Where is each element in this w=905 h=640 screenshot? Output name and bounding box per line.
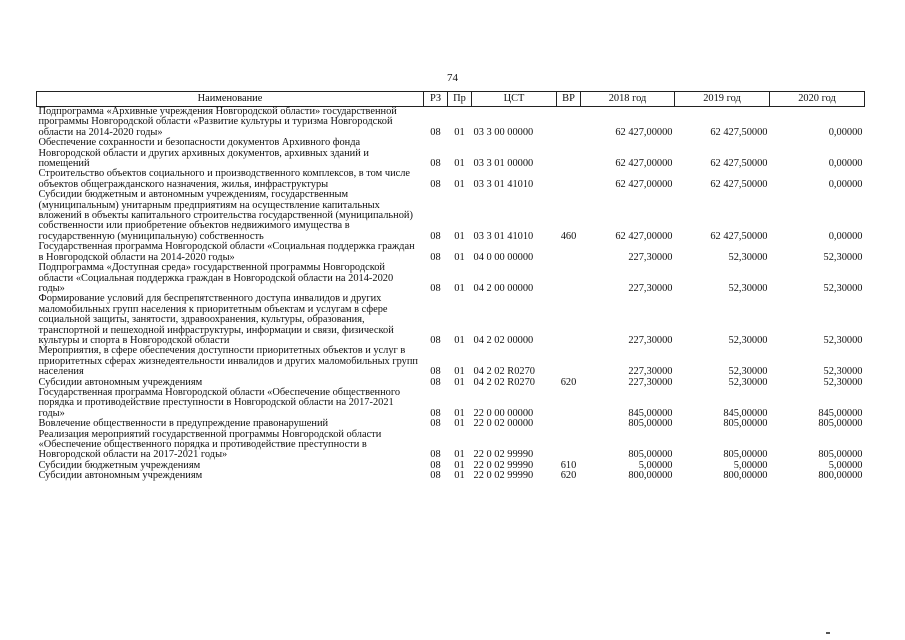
row-cst: 04 2 02 00000: [473, 334, 534, 346]
row-name: Субсидии автономным учреждениям: [38, 470, 203, 482]
row-rz: 08: [430, 470, 441, 482]
row-2020: 0,00000: [828, 230, 863, 242]
row-vr: [557, 388, 581, 419]
row-pr: 01: [454, 470, 465, 482]
row-cst: 22 0 02 99990: [473, 459, 534, 471]
row-2020: 805,00000: [818, 418, 863, 430]
row-pr: 01: [454, 376, 465, 388]
row-2019: 5,00000: [733, 459, 768, 471]
row-2020: 0,00000: [828, 178, 863, 190]
row-pr: 01: [454, 178, 465, 190]
row-name: Вовлечение общественности в предупреждение правонарушений: [38, 418, 329, 430]
row-rz: 08: [430, 376, 441, 388]
row-2018: 62 427,00000: [615, 158, 673, 170]
row-cst: 04 0 00 00000: [473, 251, 534, 263]
row-name: Подпрограмма «Архивные учреждения Новгородской области» государственной программы Новгородской области «Развитие культуры и туризма Новгородской области на 2014-2020 годы»: [38, 106, 397, 138]
header-row: [37, 92, 865, 107]
row-name: Субсидии автономным учреждениям: [38, 376, 203, 388]
table-row: [37, 263, 865, 294]
row-2020: 0,00000: [828, 158, 863, 170]
row-2019: 62 427,50000: [710, 158, 768, 170]
row-name: Строительство объектов социального и производственного комплексов, в том числе объектов общегражданского назначения, жилья, инфраструктуры: [38, 168, 411, 190]
row-pr: 01: [454, 407, 465, 419]
table-row: [37, 430, 865, 461]
row-2018: 227,30000: [628, 282, 673, 294]
row-pr: 01: [454, 459, 465, 471]
row-vr: [557, 242, 581, 263]
row-2019: 52,30000: [728, 366, 768, 378]
table-row: [37, 346, 865, 377]
row-pr: 01: [454, 282, 465, 294]
row-pr: 01: [454, 126, 465, 138]
budget-table: [36, 91, 865, 482]
row-2019: 62 427,50000: [710, 178, 768, 190]
row-cst: 04 2 00 00000: [473, 282, 534, 294]
row-cst: 03 3 01 41010: [473, 230, 534, 242]
row-2018: 62 427,00000: [615, 126, 673, 138]
row-2019: 800,00000: [723, 470, 768, 482]
row-2018: 805,00000: [628, 449, 673, 461]
row-2018: 227,30000: [628, 376, 673, 388]
table-row: [37, 107, 865, 139]
table-row: [37, 388, 865, 419]
row-rz: 08: [430, 407, 441, 419]
col-header-pr: Пр: [448, 92, 472, 107]
row-2019: 805,00000: [723, 449, 768, 461]
row-cst: 22 0 02 99990: [473, 449, 534, 461]
col-header-name: Наименование: [37, 92, 424, 107]
row-pr: 01: [454, 418, 465, 430]
scan-mark: [826, 632, 830, 634]
row-2020: 52,30000: [823, 334, 863, 346]
row-vr: [557, 263, 581, 294]
row-2019: 845,00000: [723, 407, 768, 419]
row-2018: 227,30000: [628, 366, 673, 378]
row-cst: 22 0 00 00000: [473, 407, 534, 419]
row-pr: 01: [454, 230, 465, 242]
table-row: [37, 242, 865, 263]
row-2019: 62 427,50000: [710, 230, 768, 242]
row-name: Реализация мероприятий государственной программы Новгородской области «Обеспечение общественного порядка и противодействие преступности в Новгородской области на 2017-2021 годы»: [38, 428, 382, 461]
row-rz: 08: [430, 251, 441, 263]
row-2020: 52,30000: [823, 251, 863, 263]
row-rz: 08: [430, 334, 441, 346]
row-rz: 08: [430, 230, 441, 242]
row-2020: 800,00000: [818, 470, 863, 482]
row-name: Государственная программа Новгородской области «Социальная поддержка граждан в Новгородской области на 2014-2020 годы»: [38, 241, 415, 263]
row-rz: 08: [430, 282, 441, 294]
col-header-vr: ВР: [557, 92, 581, 107]
row-cst: 03 3 01 41010: [473, 178, 534, 190]
table-row: [37, 471, 865, 481]
row-cst: 04 2 02 R0270: [473, 376, 535, 388]
row-2018: 227,30000: [628, 334, 673, 346]
col-header-rz: РЗ: [424, 92, 448, 107]
row-2019: 52,30000: [728, 282, 768, 294]
row-name: Государственная программа Новгородской области «Обеспечение общественного порядка и противодействие преступности в Новгородской области на 2017-2021 годы»: [38, 386, 401, 419]
row-name: Субсидии бюджетным учреждениям: [38, 459, 201, 471]
col-header-2019: 2019 год: [675, 92, 770, 107]
row-cst: 03 3 00 00000: [473, 126, 534, 138]
row-vr: 460: [560, 230, 577, 242]
row-vr: [557, 294, 581, 346]
row-2020: 52,30000: [823, 282, 863, 294]
row-rz: 08: [430, 158, 441, 170]
row-cst: 04 2 02 R0270: [473, 366, 535, 378]
row-2018: 5,00000: [638, 459, 673, 471]
row-cst: 22 0 02 99990: [473, 470, 534, 482]
row-cst: 22 0 02 00000: [473, 418, 534, 430]
row-2018: 62 427,00000: [615, 178, 673, 190]
row-rz: 08: [430, 459, 441, 471]
row-name: Обеспечение сохранности и безопасности документов Архивного фонда Новгородской области и других архивных документов, архивных зданий и помещений: [38, 137, 369, 170]
row-pr: 01: [454, 449, 465, 461]
table-row: [37, 138, 865, 169]
row-pr: 01: [454, 366, 465, 378]
row-rz: 08: [430, 418, 441, 430]
row-vr: 620: [560, 470, 577, 482]
row-vr: [557, 169, 581, 190]
row-pr: 01: [454, 158, 465, 170]
row-2019: 62 427,50000: [710, 126, 768, 138]
row-2020: 52,30000: [823, 376, 863, 388]
row-vr: [557, 419, 581, 429]
row-2019: 52,30000: [728, 376, 768, 388]
row-name: Формирование условий для беспрепятственного доступа инвалидов и других маломобильных групп населения к приоритетным объектам и услугам в сфере социальной защиты, занятости, здравоохранения, культуры, образования, транспортной и пешеходной инфраструктуры, информации и связи, физической культуры и спорта в Новгородской области: [38, 293, 394, 346]
row-2018: 62 427,00000: [615, 230, 673, 242]
row-rz: 08: [430, 126, 441, 138]
page-number: 74: [447, 72, 458, 84]
row-pr: 01: [454, 251, 465, 263]
row-name: Субсидии бюджетным и автономным учреждениям, государственным (муниципальным) унитарным предприятиям на осуществление капитальных вложений в объекты капитального строительства государственной (муниципальной) собственности или приобретение объектов недвижимого имущества в государственную (муниципальную) собственность: [38, 189, 413, 242]
row-pr: 01: [454, 334, 465, 346]
col-header-2018: 2018 год: [581, 92, 675, 107]
row-2019: 52,30000: [728, 251, 768, 263]
col-header-cst: ЦСТ: [472, 92, 557, 107]
row-2019: 52,30000: [728, 334, 768, 346]
row-2018: 227,30000: [628, 251, 673, 263]
row-2020: 845,00000: [818, 407, 863, 419]
row-vr: [557, 107, 581, 139]
row-2020: 805,00000: [818, 449, 863, 461]
row-2020: 52,30000: [823, 366, 863, 378]
col-header-2020: 2020 год: [770, 92, 865, 107]
row-2020: 0,00000: [828, 126, 863, 138]
table-row: [37, 190, 865, 242]
row-name: Мероприятия, в сфере обеспечения доступности приоритетных объектов и услуг в приоритетных сферах жизнедеятельности инвалидов и других маломобильных групп населения: [38, 345, 418, 378]
row-2020: 5,00000: [828, 459, 863, 471]
table-row: [37, 169, 865, 190]
row-2018: 800,00000: [628, 470, 673, 482]
row-2019: 805,00000: [723, 418, 768, 430]
row-rz: 08: [430, 449, 441, 461]
row-vr: [557, 346, 581, 377]
row-vr: [557, 138, 581, 169]
row-2018: 805,00000: [628, 418, 673, 430]
row-rz: 08: [430, 366, 441, 378]
row-2018: 845,00000: [628, 407, 673, 419]
table-row: [37, 294, 865, 346]
row-rz: 08: [430, 178, 441, 190]
row-cst: 03 3 01 00000: [473, 158, 534, 170]
row-vr: 620: [560, 376, 577, 388]
row-name: Подпрограмма «Доступная среда» государственной программы Новгородской области «Социальная поддержка граждан в Новгородской области на 2014-2020 годы»: [38, 262, 394, 294]
row-vr: [557, 430, 581, 461]
row-vr: 610: [560, 459, 577, 471]
